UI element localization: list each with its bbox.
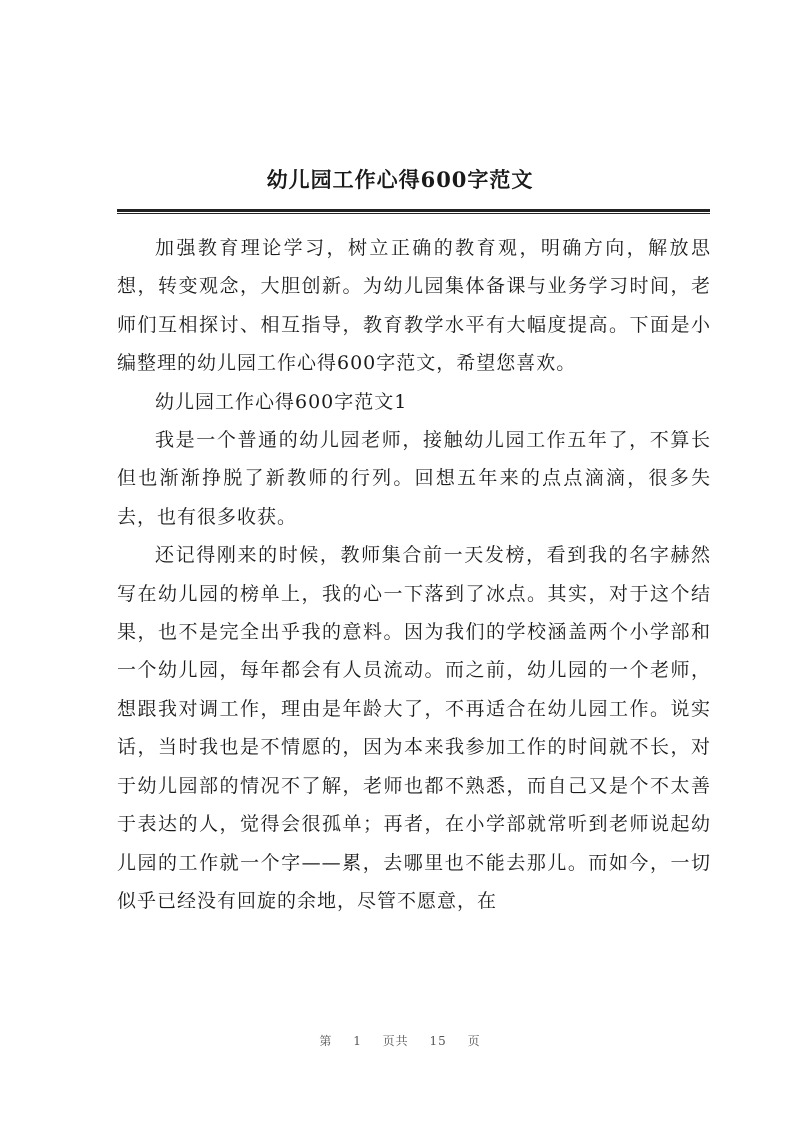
footer-mid: 页共 [382,1034,409,1048]
title-divider [117,209,710,212]
footer-current-page: 1 [353,1034,362,1048]
document-body [117,229,711,920]
footer-total-pages: 15 [429,1034,447,1048]
document-title: 幼儿园工作心得600字范文 [266,167,534,192]
page-footer [0,1032,800,1049]
intro-paragraph: 加强教育理论学习，树立正确的教育观，明确方向，解放思想，转变观念，大胆创新。为幼儿园集体备课与业务学习时间，老师们互相探讨、相互指导，教育教学水平有大幅度提高。下面是小编整理的幼儿园工作心得600字范文，希望您喜欢。 [117,237,711,375]
footer-suffix: 页 [467,1034,481,1048]
body-paragraph: 我是一个普通的幼儿园老师，接触幼儿园工作五年了，不算长但也渐渐挣脱了新教师的行列。回想五年来的点点滴滴，很多失去，也有很多收获。 [117,429,711,528]
footer-prefix: 第 [319,1034,333,1048]
body-paragraph: 还记得刚来的时候，教师集合前一天发榜，看到我的名字赫然写在幼儿园的榜单上，我的心一下落到了冰点。其实，对于这个结果，也不是完全出乎我的意料。因为我们的学校涵盖两个小学部和一个幼儿园，每年都会有人员流动。而之前，幼儿园的一个老师，想跟我对调工作，理由是年龄大了，不再适合在幼儿园工作。说实话，当时我也是不情愿的，因为本来我参加工作的时间就不长，对于幼儿园部的情况不了解，老师也都不熟悉，而自己又是个不太善于表达的人，觉得会很孤单；再者，在小学部就常听到老师说起幼儿园的工作就一个字——累，去哪里也不能去那儿。而如今，一切似乎已经没有回旋的余地，尽管不愿意，在 [117,544,711,912]
section-heading: 幼儿园工作心得600字范文1 [155,390,408,413]
